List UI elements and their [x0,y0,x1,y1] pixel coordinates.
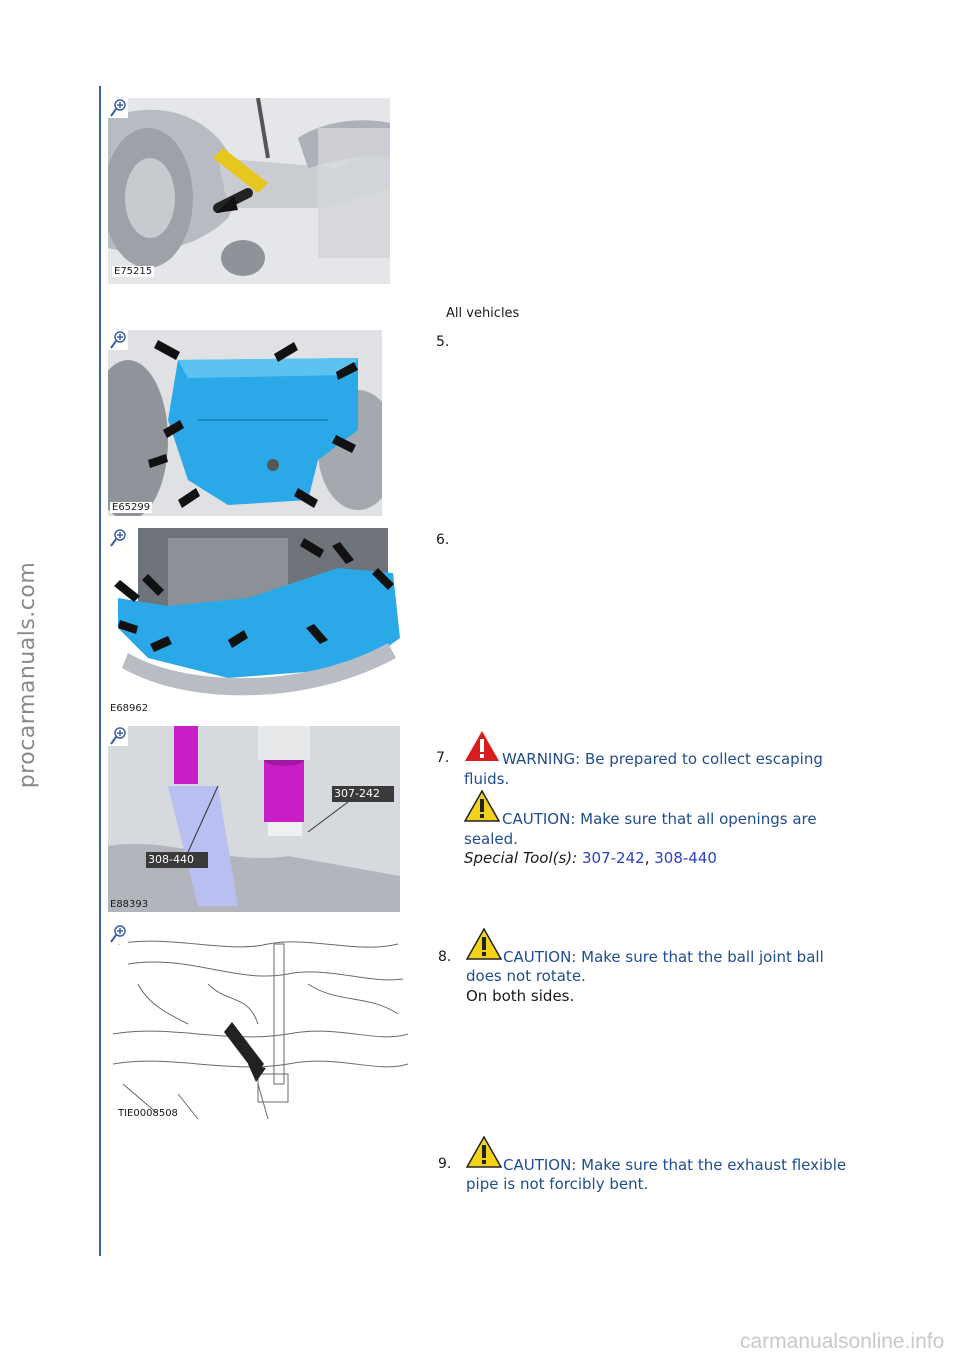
caution-text: CAUTION: Make sure that the ball joint ball [503,948,824,966]
figure-4 [108,726,400,912]
left-margin-rule [99,86,101,1256]
caution-text-cont: does not rotate. [466,967,586,985]
figure-code: TIE0008508 [118,1108,178,1119]
caution-icon [464,790,500,822]
figure-3 [108,528,400,716]
caution-text: CAUTION: Make sure that the exhaust flexible [503,1156,847,1174]
step-note: On both sides. [466,987,575,1005]
warning-icon [464,730,500,762]
warning-text: WARNING: Be prepared to collect escaping [502,750,823,768]
zoom-icon[interactable] [108,330,128,350]
figure-code: E68962 [110,703,149,714]
step-number: 9. [438,1156,452,1172]
step-number: 5. [436,334,450,350]
zoom-icon[interactable] [108,726,128,746]
tool-callout-307-242: 307-242 [334,787,380,800]
figure-5 [108,924,408,1120]
caution-text-cont: sealed. [464,830,518,848]
tool-link-308-440[interactable]: 308-440 [654,849,717,867]
zoom-icon[interactable] [108,98,128,118]
figure-1 [108,98,390,284]
step-number: 6. [436,532,450,548]
caution-text: CAUTION: Make sure that all openings are [502,810,817,828]
tool-link-307-242[interactable]: 307-242 [582,849,645,867]
tool-callout-308-440: 308-440 [148,853,194,866]
figure-2 [108,330,382,516]
caution-text-cont: pipe is not forcibly bent. [466,1175,649,1193]
caution-icon [466,928,502,960]
caution-icon [466,1136,502,1168]
footer-watermark: carmanualsonline.info [740,1330,945,1353]
tool-separator: , [644,849,650,867]
step-number: 7. [436,750,450,766]
zoom-icon[interactable] [108,528,128,548]
figure-code: E88393 [110,899,149,910]
figure-code: E65299 [112,502,151,513]
special-tools [464,848,717,868]
warning-text-cont: fluids. [464,770,510,788]
step-number: 8. [438,949,452,965]
special-tools-label: Special Tool(s): [464,849,578,867]
section-label: All vehicles [446,306,520,321]
figure-code: E75215 [114,266,153,277]
sidebar-watermark: procarmanuals.com [15,561,40,789]
zoom-icon[interactable] [108,924,128,944]
